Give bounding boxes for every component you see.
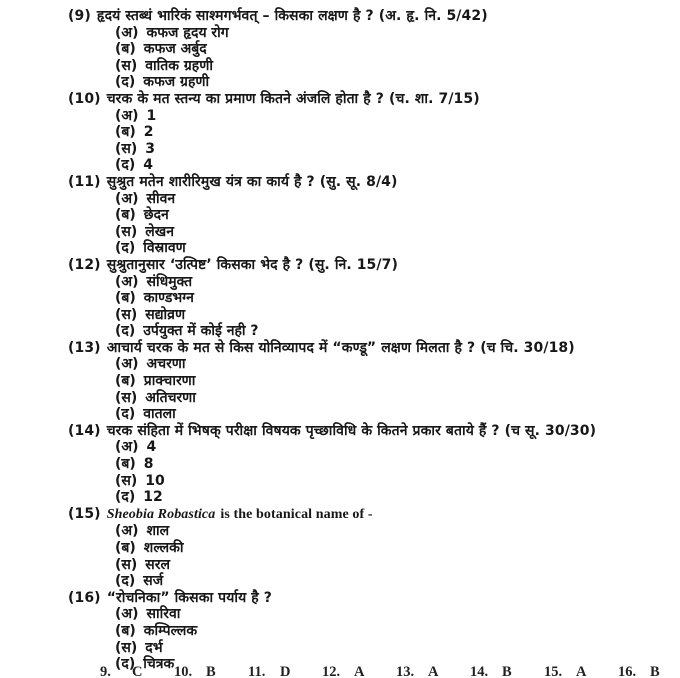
- option-row: [0, 124, 680, 141]
- option-text: लेखन: [145, 223, 174, 240]
- option-label: (द): [115, 74, 136, 91]
- option-label: (ब): [115, 456, 136, 473]
- question-text: सुश्रुतानुसार ‘उत्पिष्ट’ किसका भेद है ? (सु. नि. 15/7): [106, 256, 398, 273]
- option-row: [0, 323, 680, 340]
- option-text: शाल: [146, 523, 170, 540]
- question-list: [0, 8, 680, 673]
- question-number: (13): [68, 339, 101, 356]
- option-text: सरल: [145, 556, 170, 573]
- question-text-latin-italic: Sheobia Robastica: [106, 506, 216, 522]
- option-text: कफज हृदय रोग: [146, 24, 229, 41]
- answer-key-number: 15.: [544, 664, 563, 678]
- option-row: [0, 108, 680, 125]
- option-text: अतिचरणा: [145, 389, 196, 406]
- question-text: सुश्रुत मतेन शारीरिमुख यंत्र का कार्य है ? (सु. सू. 8/4): [106, 173, 398, 190]
- option-row: [0, 41, 680, 58]
- answer-key-item: [322, 664, 396, 678]
- answer-key-letter: B: [206, 664, 216, 678]
- option-row: [0, 606, 680, 623]
- option-label: (अ): [115, 107, 139, 124]
- answer-key-letter: A: [576, 664, 587, 678]
- option-row: [0, 390, 680, 407]
- question-block-11: [0, 174, 680, 257]
- question-number: (16): [68, 589, 101, 606]
- option-label: (द): [115, 157, 136, 174]
- question-block-12: [0, 257, 680, 340]
- option-label: (अ): [115, 190, 139, 207]
- option-label: (द): [115, 323, 136, 340]
- option-label: (स): [115, 472, 138, 489]
- option-text: कफज ग्रहणी: [143, 74, 210, 91]
- option-label: (ब): [115, 207, 136, 224]
- question-number: (14): [68, 422, 101, 439]
- question-heading: [0, 8, 680, 25]
- option-label: (ब): [115, 290, 136, 307]
- option-row: [0, 623, 680, 640]
- option-text: सारिवा: [146, 606, 181, 623]
- option-label: (अ): [115, 356, 139, 373]
- option-text: सीवन: [146, 190, 176, 207]
- answer-key-row: [100, 664, 660, 678]
- question-text: आचार्य चरक के मत से किस योनिव्यापद में “कण्डू” लक्षण मिलता है ? (च चि. 30/18): [106, 339, 575, 356]
- option-label: (अ): [115, 606, 139, 623]
- option-label: (स): [115, 639, 138, 656]
- option-text: चित्रक: [143, 656, 175, 673]
- option-label: (स): [115, 57, 138, 74]
- option-row: [0, 307, 680, 324]
- option-text: कम्पिल्लक: [143, 622, 198, 639]
- option-row: [0, 473, 680, 490]
- option-text: वातला: [143, 406, 176, 423]
- answer-key-number: 14.: [470, 664, 489, 678]
- answer-key-number: 10.: [174, 664, 193, 678]
- answer-key-number: 9.: [100, 664, 111, 678]
- option-text: काण्डभग्न: [143, 290, 194, 307]
- option-text: विस्रावण: [143, 240, 186, 257]
- option-text: 3: [145, 140, 156, 157]
- answer-key-letter: D: [280, 664, 291, 678]
- option-label: (द): [115, 656, 136, 673]
- option-label: (ब): [115, 41, 136, 58]
- answer-key-item: [100, 664, 174, 678]
- option-text: 10: [145, 472, 165, 489]
- question-number: (15): [68, 505, 101, 522]
- option-row: [0, 489, 680, 506]
- option-label: (ब): [115, 373, 136, 390]
- option-text: सर्ज: [143, 573, 164, 590]
- question-heading: [0, 423, 680, 440]
- option-label: (ब): [115, 622, 136, 639]
- option-label: (स): [115, 223, 138, 240]
- option-row: [0, 58, 680, 75]
- option-label: (ब): [115, 124, 136, 141]
- answer-key-item: [618, 664, 680, 678]
- option-label: (स): [115, 389, 138, 406]
- question-number: (12): [68, 256, 101, 273]
- option-label: (द): [115, 489, 136, 506]
- option-label: (स): [115, 306, 138, 323]
- option-label: (ब): [115, 540, 136, 556]
- option-text: शल्लकी: [143, 540, 184, 556]
- answer-key-item: [470, 664, 544, 678]
- question-text: चरक के मत स्तन्य का प्रमाण कितने अंजलि होता है ? (च. शा. 7/15): [106, 90, 480, 107]
- question-block-13: [0, 340, 680, 423]
- option-text: कफज अर्बुद: [143, 41, 207, 58]
- option-label: (स): [115, 556, 138, 573]
- answer-key-letter: B: [650, 664, 660, 678]
- option-text: वातिक ग्रहणी: [145, 57, 213, 74]
- option-row: [0, 373, 680, 390]
- option-label: (अ): [115, 24, 139, 41]
- option-row: [0, 157, 680, 174]
- question-number: (9): [68, 8, 91, 24]
- option-text: अचरणा: [146, 356, 186, 373]
- answer-key-letter: A: [428, 664, 439, 678]
- option-row: [0, 25, 680, 42]
- option-text: 12: [143, 489, 163, 506]
- question-number: (11): [68, 173, 101, 190]
- option-text: 4: [143, 157, 153, 174]
- option-row: [0, 640, 680, 657]
- answer-key-number: 13.: [396, 664, 415, 678]
- option-row: [0, 191, 680, 208]
- option-text: 4: [146, 439, 157, 456]
- option-text: 2: [143, 124, 154, 141]
- option-row: [0, 573, 680, 590]
- option-text: 8: [143, 456, 154, 473]
- option-label: (अ): [115, 273, 139, 290]
- option-label: (स): [115, 140, 138, 157]
- question-block-10: [0, 91, 680, 174]
- option-row: [0, 540, 680, 557]
- option-label: (द): [115, 573, 136, 590]
- option-label: (द): [115, 240, 136, 257]
- question-block-14: [0, 423, 680, 506]
- answer-key-item: [396, 664, 470, 678]
- option-text: छेदन: [143, 207, 169, 224]
- question-heading: [0, 506, 680, 524]
- answer-key-item: [544, 664, 618, 678]
- option-row: [0, 141, 680, 158]
- option-label: (अ): [115, 439, 139, 456]
- answer-key-item: [248, 664, 322, 678]
- option-row: [0, 356, 680, 373]
- question-text: “रोचनिका” किसका पर्याय है ?: [106, 589, 272, 606]
- question-heading: [0, 91, 680, 108]
- question-block-9: [0, 8, 680, 91]
- option-row: [0, 224, 680, 241]
- option-row: [0, 557, 680, 574]
- option-label: (अ): [115, 523, 139, 540]
- option-text: 1: [146, 107, 157, 124]
- option-row: [0, 207, 680, 224]
- option-row: [0, 456, 680, 473]
- question-text-latin: is the botanical name of -: [220, 506, 373, 522]
- option-row: [0, 74, 680, 91]
- question-block-15: [0, 506, 680, 590]
- answer-key-number: 11.: [248, 664, 266, 678]
- question-heading: [0, 590, 680, 607]
- option-text: उर्पयुक्त में कोई नही ?: [143, 323, 259, 340]
- option-row: [0, 274, 680, 291]
- option-row: [0, 406, 680, 423]
- option-text: प्राक्चारणा: [143, 373, 196, 390]
- question-heading: [0, 257, 680, 274]
- option-row: [0, 290, 680, 307]
- option-text: सद्योव्रण: [145, 306, 186, 323]
- answer-key-item: [174, 664, 248, 678]
- option-text: दर्भ: [145, 639, 163, 656]
- question-heading: [0, 174, 680, 191]
- option-label: (द): [115, 406, 136, 423]
- answer-key-number: 12.: [322, 664, 341, 678]
- question-text: चरक संहिता में भिषक् परीक्षा विषयक पृच्छाविधि के कितने प्रकार बताये हैं ? (च सू. 30/30): [106, 422, 597, 439]
- option-row: [0, 240, 680, 257]
- option-text: संधिमुक्त: [146, 273, 193, 290]
- answer-key-letter: C: [132, 664, 143, 678]
- answer-key-letter: B: [502, 664, 512, 678]
- question-block-16: [0, 590, 680, 673]
- question-number: (10): [68, 90, 101, 107]
- answer-key-letter: A: [354, 664, 365, 678]
- question-heading: [0, 340, 680, 357]
- option-row: [0, 523, 680, 540]
- option-row: [0, 439, 680, 456]
- answer-key-number: 16.: [618, 664, 637, 678]
- question-text: हृदयं स्तब्धं भारिकं साश्मगर्भवत् – किसका लक्षण है ? (अ. हृ. नि. 5/42): [96, 8, 488, 24]
